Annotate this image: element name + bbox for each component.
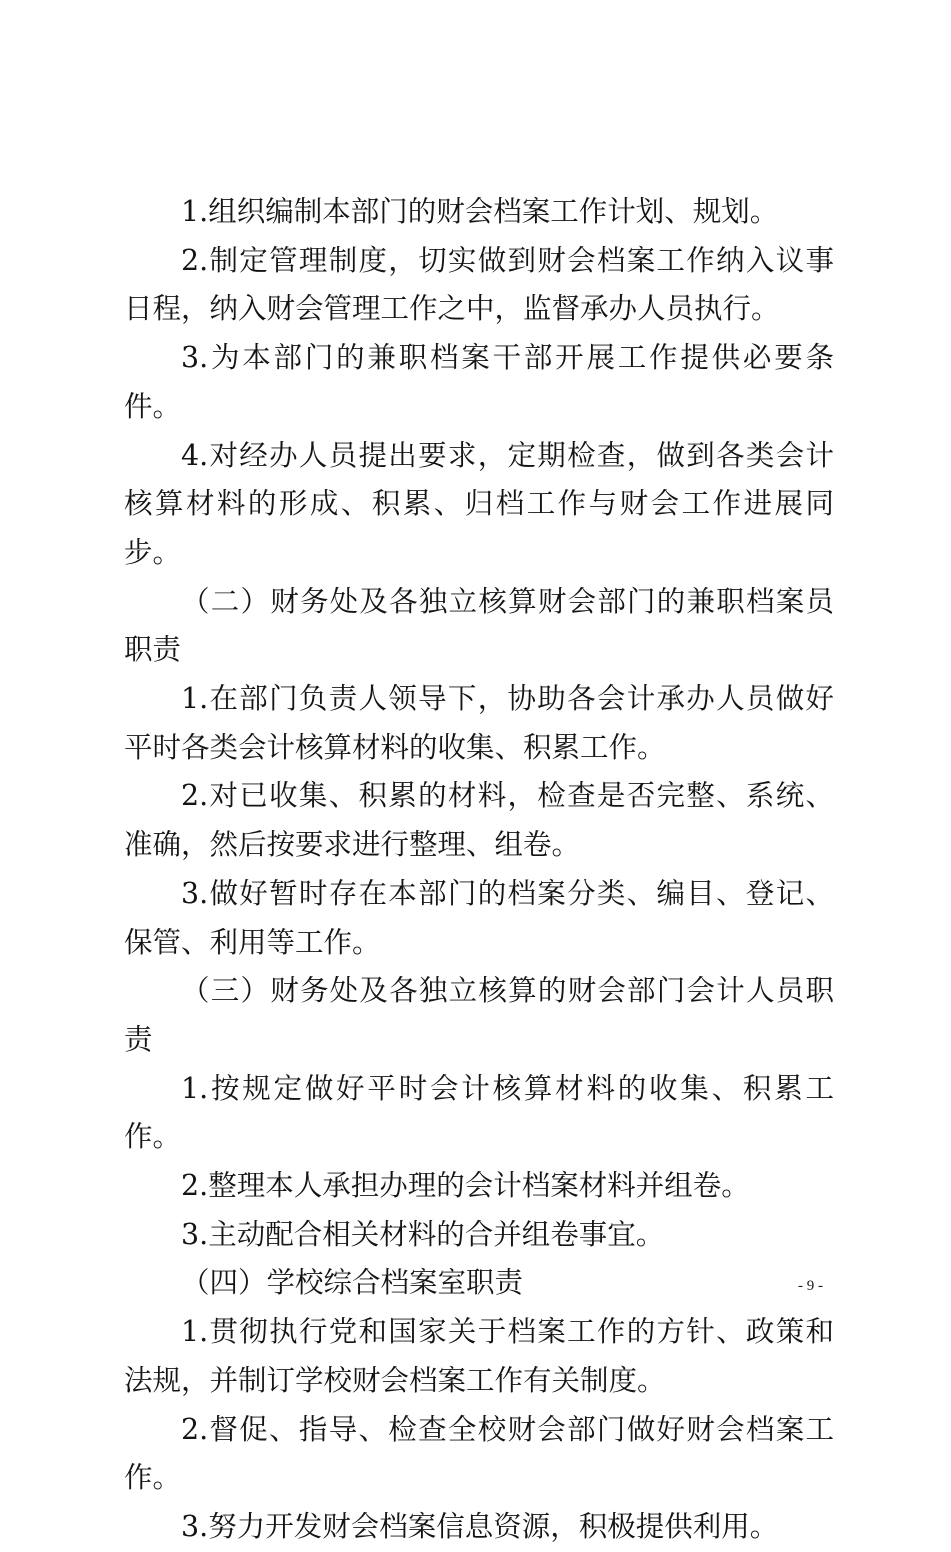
paragraph-1: 1.组织编制本部门的财会档案工作计划、规划。 xyxy=(181,195,779,228)
paragraph-3: 3.为本部门的兼职档案干部开展工作提供必要条件。 xyxy=(124,341,834,423)
body-text xyxy=(124,188,834,1552)
paragraph-11: 2.整理本人承担办理的会计档案材料并组卷。 xyxy=(181,1169,750,1203)
section-heading-4: （四）学校综合档案室职责 xyxy=(181,1266,524,1300)
paragraph-14: 1.贯彻执行党和国家关于档案工作的方针、政策和法规，并制订学校财会档案工作有关制度。 xyxy=(124,1315,834,1397)
section-heading-3: （三）财务处及各独立核算的财会部门会计人员职责 xyxy=(124,974,834,1056)
paragraph-16: 3.努力开发财会档案信息资源，积极提供利用。 xyxy=(181,1509,779,1543)
paragraph-7: 2.对已收集、积累的材料，检查是否完整、系统、准确，然后按要求进行整理、组卷。 xyxy=(124,779,834,862)
paragraph-6: 1.在部门负责人领导下，协助各会计承办人员做好平时各类会计核算材料的收集、积累工作。 xyxy=(124,682,834,764)
paragraph-10: 1.按规定做好平时会计核算材料的收集、积累工作。 xyxy=(124,1071,834,1154)
paragraph-4: 4.对经办人员提出要求，定期检查，做到各类会计核算材料的形成、积累、归档工作与财会工作进展同步。 xyxy=(124,438,834,569)
paragraph-12: 3.主动配合相关材料的合并组卷事宜。 xyxy=(181,1217,665,1251)
paragraph-2: 2.制定管理制度，切实做到财会档案工作纳入议事日程，纳入财会管理工作之中，监督承办人员执行。 xyxy=(124,243,834,326)
paragraph-8: 3.做好暂时存在本部门的档案分类、编目、登记、保管、利用等工作。 xyxy=(124,876,834,959)
paragraph-15: 2.督促、指导、检查全校财会部门做好财会档案工作。 xyxy=(124,1412,834,1495)
page-number: - 9 - xyxy=(798,1278,823,1294)
section-heading-2: （二）财务处及各独立核算财会部门的兼职档案员职责 xyxy=(124,584,834,667)
